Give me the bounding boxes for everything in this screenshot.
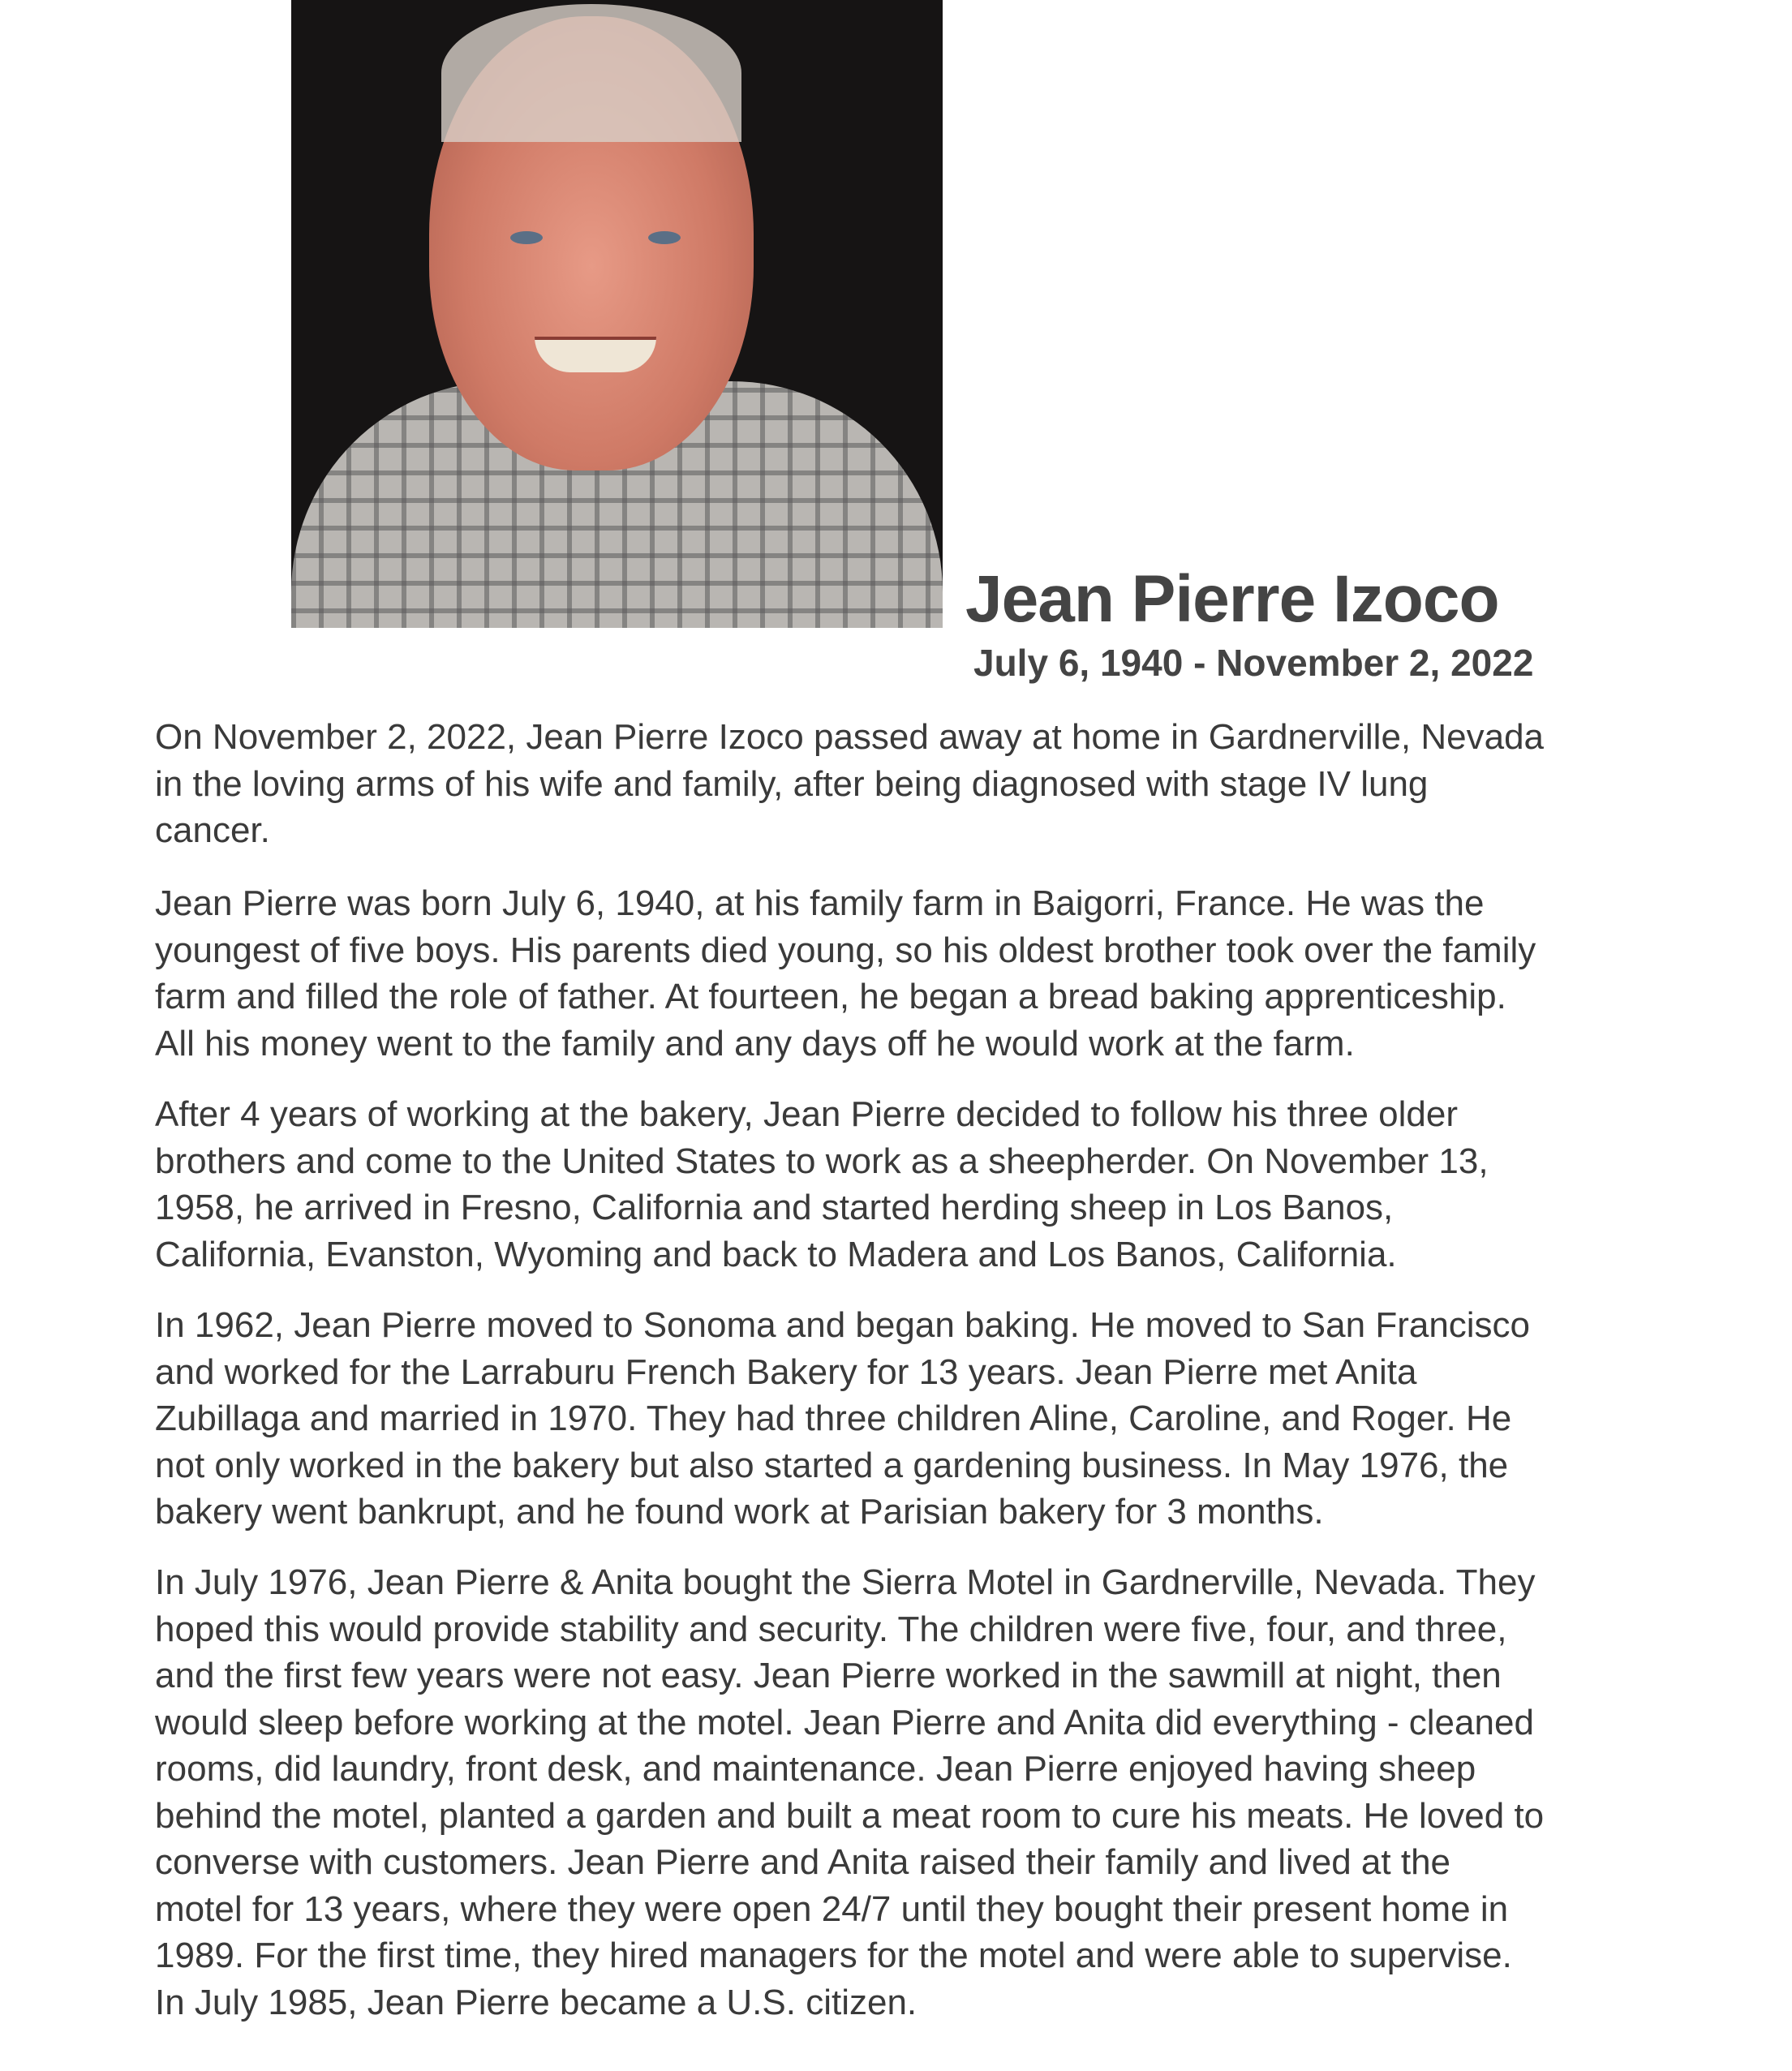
text-line: In 1962, Jean Pierre moved to Sonoma and began baking. He moved to San Francisco	[155, 1305, 1531, 1345]
text-line: rooms, did laundry, front desk, and maintenance. Jean Pierre enjoyed having sheep	[155, 1749, 1476, 1789]
text-line: motel for 13 years, where they were open 24/7 until they bought their present home in	[155, 1888, 1509, 1929]
text-line: converse with customers. Jean Pierre and Anita raised their family and lived at the	[155, 1842, 1451, 1882]
text-line: bakery went bankrupt, and he found work at Parisian bakery for 3 months.	[155, 1492, 1324, 1532]
text-line: All his money went to the family and any days off he would work at the farm.	[155, 1023, 1355, 1063]
smile	[535, 337, 656, 372]
text-line: farm and filled the role of father. At fourteen, he began a bread baking apprenticeship.	[155, 977, 1506, 1016]
text-line: On November 2, 2022, Jean Pierre Izoco passed away at home in Gardnerville, Nevada	[155, 717, 1545, 757]
text-line: After 4 years of working at the bakery, Jean Pierre decided to follow his three older	[155, 1094, 1459, 1134]
paragraph-bakery	[155, 1302, 1530, 1536]
hair	[441, 4, 741, 142]
text-line: cancer.	[155, 810, 270, 850]
text-line: brothers and come to the United States to work as a sheepherder. On November 13,	[155, 1141, 1489, 1181]
text-line: In July 1976, Jean Pierre & Anita bought the Sierra Motel in Gardnerville, Nevada. They	[155, 1562, 1536, 1602]
paragraph-emigration	[155, 1091, 1489, 1278]
text-line: Jean Pierre was born July 6, 1940, at his family farm in Baigorri, France. He was the	[155, 883, 1485, 923]
text-line: hoped this would provide stability and security. The children were five, four, and three,	[155, 1609, 1507, 1649]
text-line: and the first few years were not easy. Jean Pierre worked in the sawmill at night, then	[155, 1656, 1502, 1695]
life-dates: July 6, 1940 - November 2, 2022	[973, 642, 1534, 684]
text-line: would sleep before working at the motel. Jean Pierre and Anita did everything - cleaned	[155, 1702, 1534, 1742]
text-line: California, Evanston, Wyoming and back to Madera and Los Banos, California.	[155, 1234, 1397, 1274]
text-line: not only worked in the bakery but also started a gardening business. In May 1976, the	[155, 1445, 1509, 1485]
text-line: in the loving arms of his wife and family, after being diagnosed with stage IV lung	[155, 763, 1429, 804]
paragraph-early-life	[155, 880, 1536, 1067]
text-line: behind the motel, planted a garden and built a meat room to cure his meats. He loved to	[155, 1795, 1545, 1836]
right-eye	[648, 231, 681, 244]
paragraph-passing	[155, 714, 1544, 854]
text-line: youngest of five boys. His parents died young, so his oldest brother took over the family	[155, 930, 1536, 970]
text-line: Zubillaga and married in 1970. They had three children Aline, Caroline, and Roger. He	[155, 1399, 1512, 1438]
text-line: 1958, he arrived in Fresno, California and started herding sheep in Los Banos,	[155, 1188, 1394, 1227]
text-line: In July 1985, Jean Pierre became a U.S. citizen.	[155, 1982, 917, 2022]
text-line: and worked for the Larraburu French Bakery for 13 years. Jean Pierre met Anita	[155, 1351, 1417, 1392]
portrait-photo	[291, 0, 943, 628]
left-eye	[510, 231, 543, 244]
text-line: 1989. For the first time, they hired managers for the motel and were able to supervise.	[155, 1936, 1512, 1975]
paragraph-motel	[155, 1559, 1544, 2026]
deceased-name: Jean Pierre Izoco	[965, 562, 1499, 636]
